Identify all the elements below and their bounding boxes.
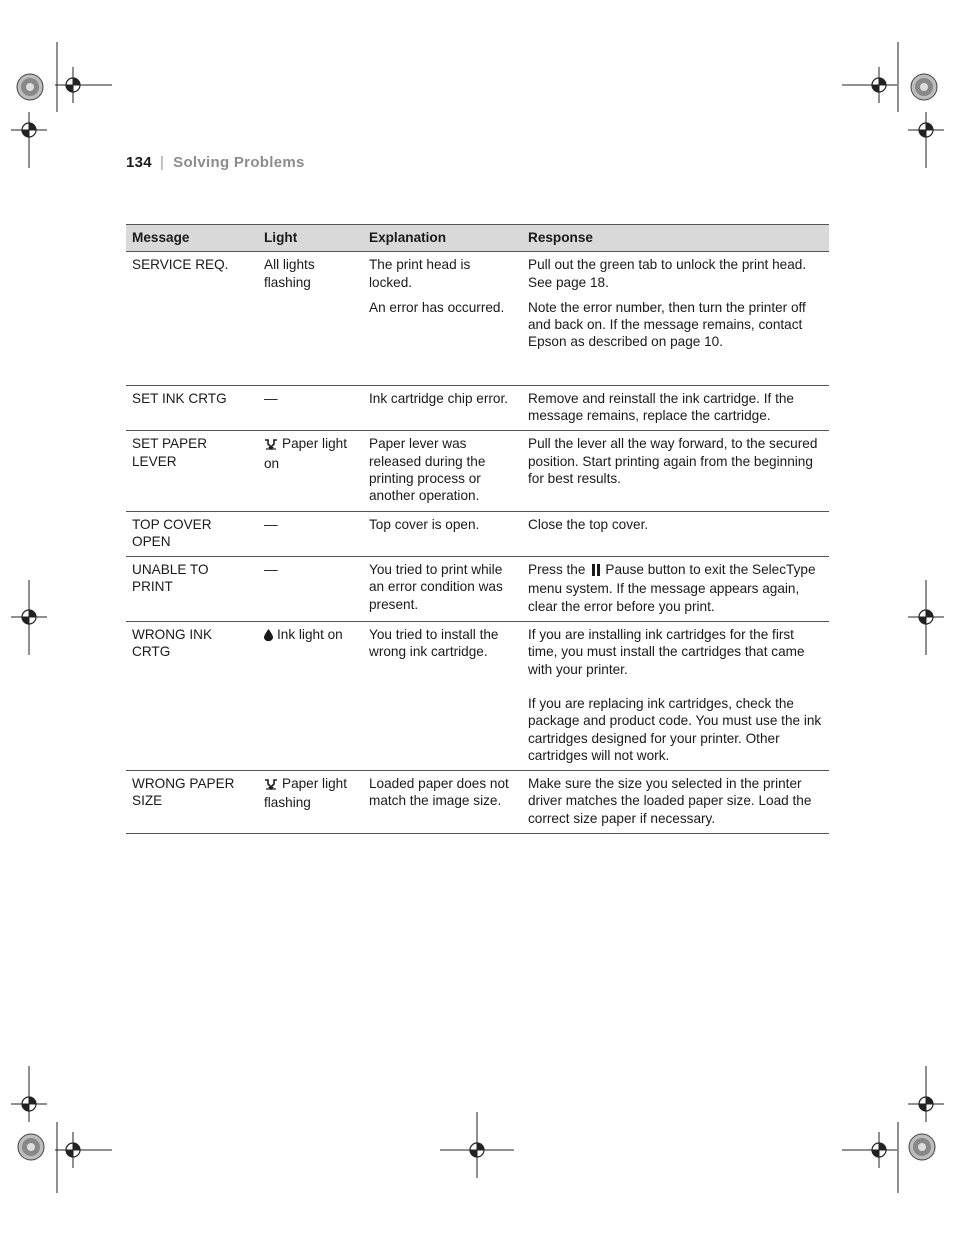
response-cell: [522, 431, 829, 511]
message-cell: SET PAPER LEVER: [126, 431, 258, 511]
light-cell: [258, 622, 363, 771]
explanation-text: Ink cartridge chip error.: [369, 390, 509, 406]
light-cell: All lights flashing: [258, 252, 363, 385]
column-header-response: Response: [522, 225, 829, 252]
page-header: [126, 154, 305, 171]
response-text: Pull the lever all the way forward, to the secured position. Start printing again from the beginning for best results.: [528, 436, 818, 486]
explanation-cell: [363, 622, 522, 771]
light-cell: —: [258, 557, 363, 622]
message-cell: SERVICE REQ.: [126, 252, 258, 385]
message-cell: SET INK CRTG: [126, 385, 258, 431]
message-cell: WRONG PAPER SIZE: [126, 771, 258, 834]
light-cell: —: [258, 385, 363, 431]
explanation-text: Top cover is open.: [369, 516, 480, 532]
table-row: [126, 385, 829, 431]
column-header-light: Light: [258, 225, 363, 252]
explanation-text: Paper lever was released during the printing process or another operation.: [369, 436, 486, 504]
explanation-cell: [363, 431, 522, 511]
explanation-cell: [363, 252, 522, 385]
light-cell: [258, 771, 363, 834]
paper-light-icon: [264, 777, 278, 794]
message-cell: TOP COVER OPEN: [126, 511, 258, 557]
page-number: 134: [126, 154, 152, 171]
explanation-text: The print head is locked.: [369, 257, 471, 290]
column-header-message: Message: [126, 225, 258, 252]
light-cell: —: [258, 511, 363, 557]
explanation-cell: [363, 557, 522, 622]
response-text: [528, 561, 823, 615]
response-suffix: Pause button to exit the SelecType menu system. If the message appears again, clear the error before you print.: [528, 562, 816, 614]
table-row: [126, 771, 829, 834]
response-cell: [522, 771, 829, 834]
pause-icon: [591, 563, 601, 580]
table-row: [126, 622, 829, 771]
response-text: Remove and reinstall the ink cartridge. If the message remains, replace the cartridge.: [528, 390, 794, 424]
explanation-cell: [363, 511, 522, 557]
explanation-cell: [363, 385, 522, 431]
header-separator: |: [159, 154, 165, 171]
light-text: Paper light flashing: [264, 776, 347, 811]
ink-drop-icon: [264, 628, 273, 645]
table-header-row: [126, 225, 829, 252]
explanation-text: You tried to install the wrong ink cartridge.: [369, 627, 499, 660]
response-cell: [522, 252, 829, 385]
response-text: Close the top cover.: [528, 516, 649, 532]
error-message-table: [126, 224, 829, 834]
table-row: [126, 511, 829, 557]
explanation-text: Loaded paper does not match the image size.: [369, 776, 509, 809]
message-cell: WRONG INK CRTG: [126, 622, 258, 771]
column-header-explanation: Explanation: [363, 225, 522, 252]
response-text: Note the error number, then turn the printer off and back on. If the message remains, contact Epson as described on page 10.: [528, 299, 806, 350]
explanation-text: An error has occurred.: [369, 299, 505, 315]
section-title: Solving Problems: [173, 154, 305, 171]
response-text: Make sure the size you selected in the printer driver matches the loaded paper size. Load the correct size paper if necessary.: [528, 776, 812, 826]
light-cell: [258, 431, 363, 511]
response-text: Pull out the green tab to unlock the print head. See page 18.: [528, 257, 807, 290]
response-cell: [522, 511, 829, 557]
response-cell: [522, 622, 829, 771]
paper-light-icon: [264, 437, 278, 454]
explanation-cell: [363, 771, 522, 834]
light-text: Paper light on: [264, 436, 347, 471]
message-cell: UNABLE TO PRINT: [126, 557, 258, 622]
response-prefix: Press the: [528, 562, 586, 578]
light-text: Ink light on: [277, 627, 343, 643]
response-cell: [522, 385, 829, 431]
table-row: [126, 252, 829, 385]
response-text: If you are replacing ink cartridges, check the package and product code. You must use the ink cartridges designed for your printer. Other cartridges will not work.: [528, 695, 822, 763]
table-row: [126, 431, 829, 511]
response-cell: [522, 557, 829, 622]
explanation-text: You tried to print while an error condition was present.: [369, 562, 503, 612]
response-text: If you are installing ink cartridges for the first time, you must install the cartridges that came with your printer.: [528, 627, 805, 677]
table-row: [126, 557, 829, 622]
